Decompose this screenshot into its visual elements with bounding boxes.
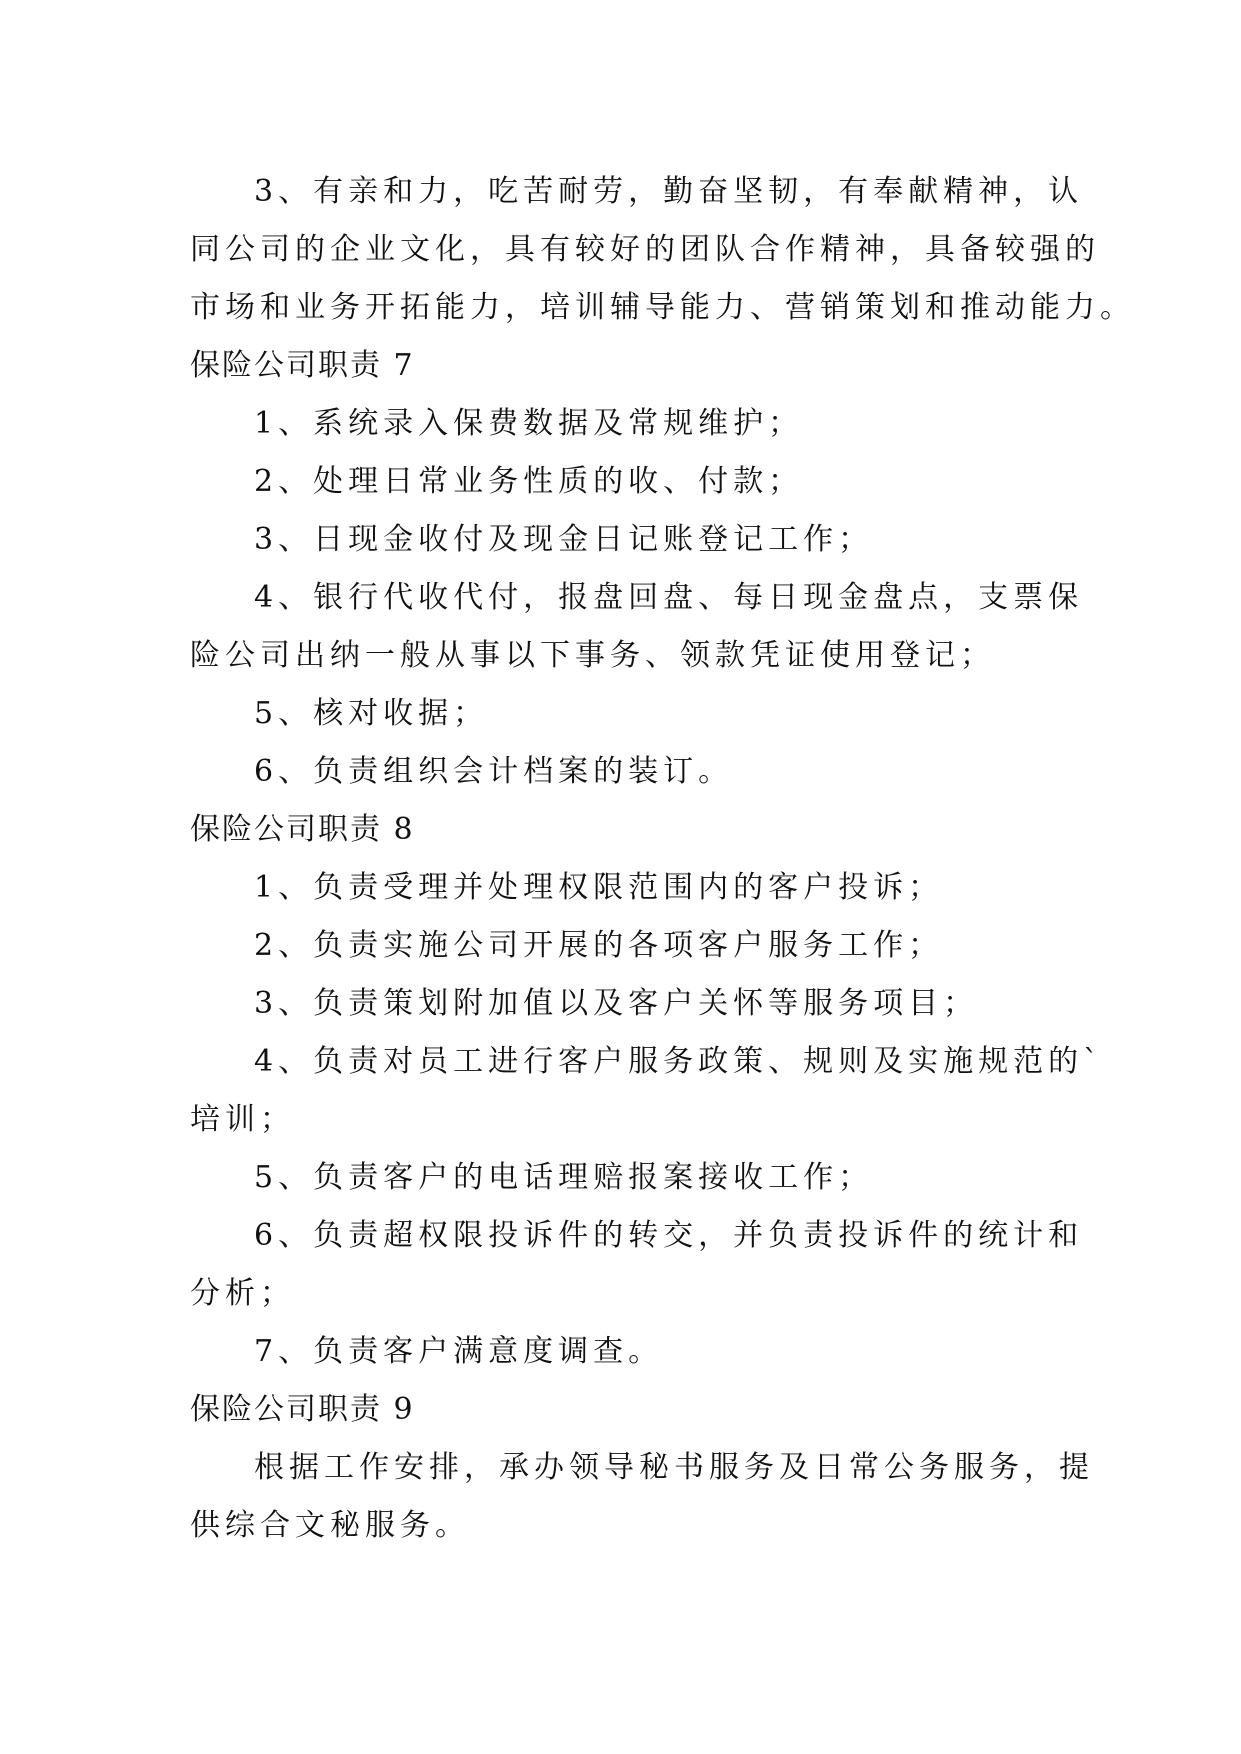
list-item: 4、银行代收代付，报盘回盘、每日现金盘点，支票保 <box>254 580 1084 615</box>
list-item-continuation: 险公司出纳一般从事以下事务、领款凭证使用登记； <box>190 638 995 673</box>
list-item: 1、负责受理并处理权限范围内的客户投诉； <box>254 870 944 905</box>
list-item: 6、负责超权限投诉件的转交，并负责投诉件的统计和 <box>254 1218 1084 1253</box>
list-item: 5、核对收据； <box>254 696 489 731</box>
paragraph-line: 供综合文秘服务。 <box>190 1508 470 1543</box>
paragraph-line: 根据工作安排，承办领导秘书服务及日常公务服务，提 <box>254 1450 1094 1485</box>
paragraph-line: 市场和业务开拓能力，培训辅导能力、营销策划和推动能力。 <box>190 290 1135 325</box>
section-heading: 保险公司职责 8 <box>190 812 415 847</box>
list-item: 5、负责客户的电话理赔报案接收工作； <box>254 1160 874 1195</box>
paragraph-line: 3、有亲和力，吃苦耐劳，勤奋坚韧，有奉献精神，认 <box>254 174 1084 209</box>
list-item: 4、负责对员工进行客户服务政策、规则及实施规范的` <box>254 1044 1104 1079</box>
document-body <box>190 163 1135 1555</box>
list-item-continuation: 培训； <box>190 1102 295 1137</box>
list-item: 3、负责策划附加值以及客户关怀等服务项目； <box>254 986 979 1021</box>
list-item: 3、日现金收付及现金日记账登记工作； <box>254 522 874 557</box>
section-heading: 保险公司职责 7 <box>190 348 415 383</box>
list-item-continuation: 分析； <box>190 1276 295 1311</box>
list-item: 2、负责实施公司开展的各项客户服务工作； <box>254 928 944 963</box>
paragraph-line: 同公司的企业文化，具有较好的团队合作精神，具备较强的 <box>190 232 1100 267</box>
list-item: 7、负责客户满意度调查。 <box>254 1334 664 1369</box>
list-item: 2、处理日常业务性质的收、付款； <box>254 464 804 499</box>
list-item: 1、系统录入保费数据及常规维护； <box>254 406 804 441</box>
section-heading: 保险公司职责 9 <box>190 1392 415 1427</box>
list-item: 6、负责组织会计档案的装订。 <box>254 754 734 789</box>
